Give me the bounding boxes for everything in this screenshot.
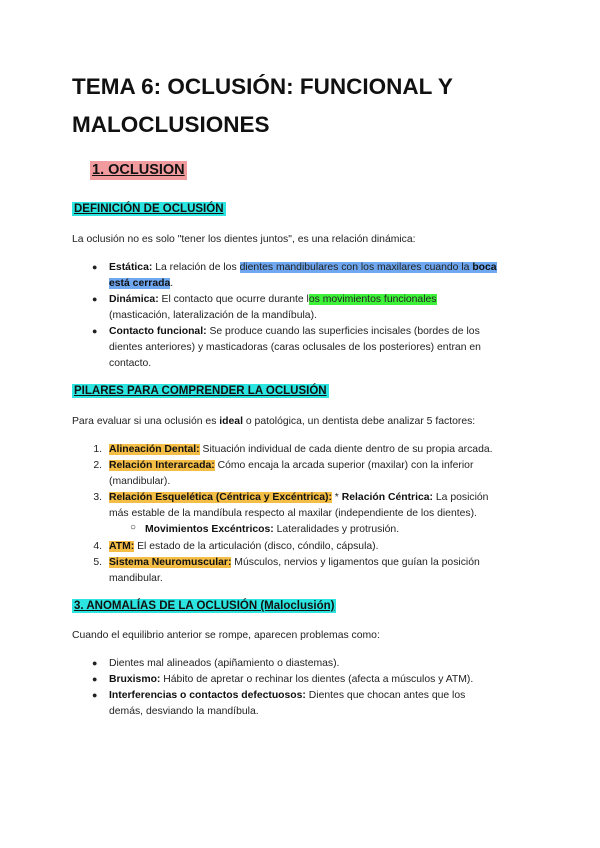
list-item-neuromuscular: Sistema Neuromuscular: Músculos, nervios y ligamentos que guían la posición mandibular. [109, 557, 480, 584]
list-item-interferencias: Interferencias o contactos defectuosos: Dientes que chocan antes que los demás, desviando la mandíbula. [109, 690, 466, 717]
list-item-atm: ATM: El estado de la articulación (disco, cóndilo, cápsula). [109, 541, 379, 552]
list-item-esqueletica: Relación Esquelética (Céntrica y Excéntrica): * Relación Céntrica: La posición más estable de la mandíbula respecto al maxilar (independiente de los dientes). [109, 492, 489, 519]
pilares-intro: Para evaluar si una oclusión es ideal o patológica, un dentista debe analizar 5 factores: [72, 416, 476, 427]
list-number: 4. [93, 541, 102, 552]
definicion-intro: La oclusión no es solo "tener los dientes juntos", es una relación dinámica: [72, 234, 416, 245]
list-item-dinamica: Dinámica: El contacto que ocurre durante los movimientos funcionales (masticación, lateralización de la mandíbula). [109, 294, 437, 321]
list-item-interarcada: Relación Interarcada: Cómo encaja la arcada superior (maxilar) con la inferior (mandibular). [109, 460, 474, 487]
heading-definicion: DEFINICIÓN DE OCLUSIÓN [74, 203, 224, 215]
bullet: ● [92, 690, 98, 700]
bullet: ● [92, 326, 98, 336]
list-number: 1. [93, 444, 102, 455]
anomalias-intro: Cuando el equilibrio anterior se rompe, aparecen problemas como: [72, 630, 380, 641]
list-item-alineacion: Alineación Dental: Situación individual de cada diente dentro de su propia arcada. [109, 444, 493, 455]
page-title: TEMA 6: OCLUSIÓN: FUNCIONAL Y MALOCLUSIONES [72, 74, 453, 137]
sub-bullet: ○ [130, 522, 137, 533]
list-item-mal-alineados: Dientes mal alineados (apiñamiento o diastemas). [109, 658, 340, 669]
list-item-bruxismo: Bruxismo: Hábito de apretar o rechinar los dientes (afecta a músculos y ATM). [109, 674, 474, 685]
sub-item-excentricos: Movimientos Excéntricos: Lateralidades y protrusión. [145, 524, 400, 535]
list-number: 3. [93, 492, 102, 503]
heading-anomalias: 3. ANOMALÍAS DE LA OCLUSIÓN (Maloclusión) [74, 600, 335, 612]
bullet: ● [92, 674, 98, 684]
bullet: ● [92, 262, 98, 272]
bullet: ● [92, 658, 98, 668]
list-number: 5. [93, 557, 102, 568]
list-item-contacto-funcional: Contacto funcional: Se produce cuando las superficies incisales (bordes de los dientes anteriores) y masticadoras (caras oclusales de los posteriores) entran en contacto. [109, 326, 481, 369]
list-number: 2. [93, 460, 102, 471]
heading-pilares: PILARES PARA COMPRENDER LA OCLUSIÓN [74, 385, 327, 397]
bullet: ● [92, 294, 98, 304]
section-heading-oclusion: 1. OCLUSION [92, 162, 185, 178]
list-item-estatica: Estática: La relación de los dientes mandibulares con los maxilares cuando la boca está cerrada. [109, 262, 497, 289]
